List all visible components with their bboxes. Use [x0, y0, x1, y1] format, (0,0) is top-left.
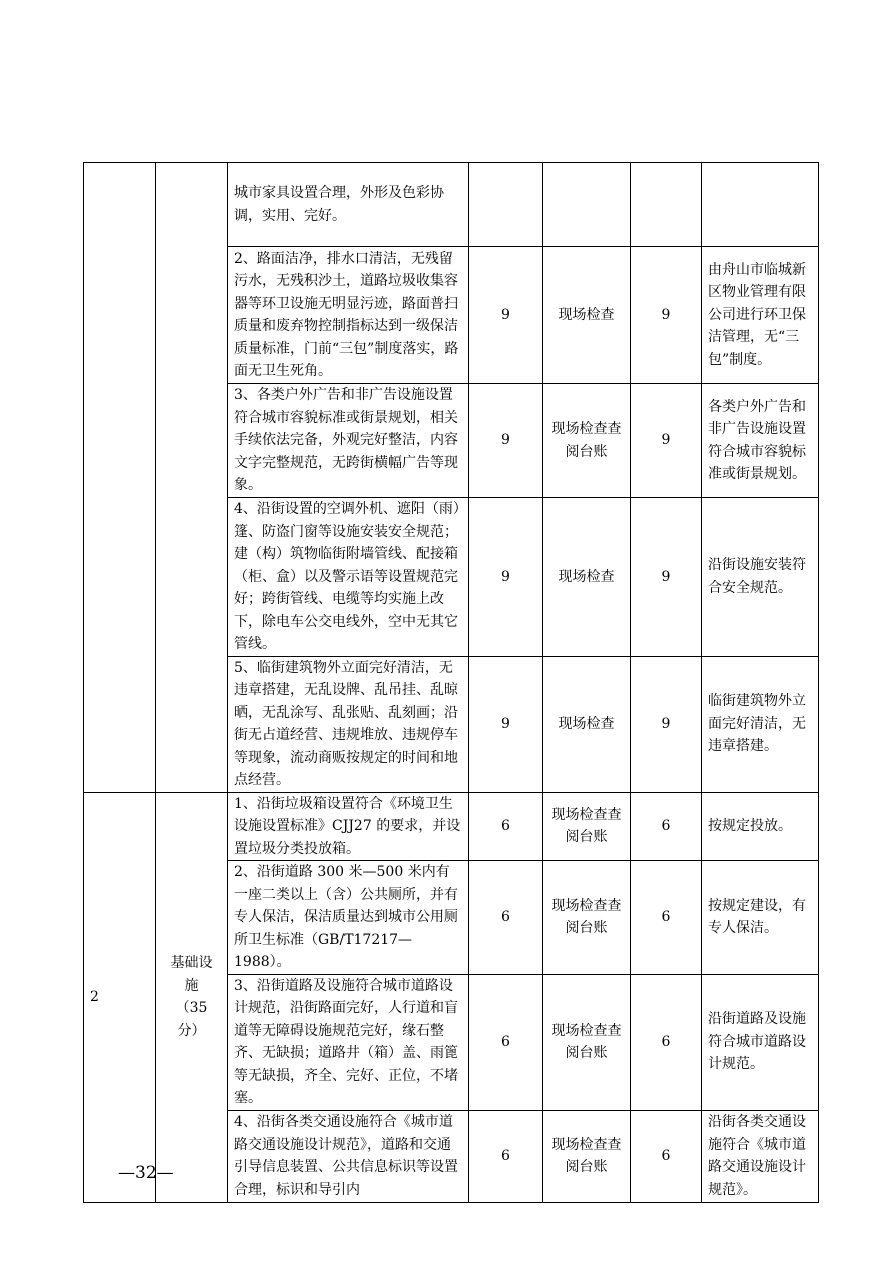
score-cell: 6 [469, 1110, 543, 1202]
category-line: 施 [184, 977, 199, 994]
got-cell [631, 163, 702, 247]
score-cell: 6 [469, 792, 543, 861]
method-cell: 现场检查查阅台账 [543, 792, 631, 861]
got-cell: 9 [631, 656, 702, 792]
score-cell: 9 [469, 656, 543, 792]
requirement-cell: 1、沿街垃圾箱设置符合《环境卫生设施设置标准》CJJ27 的要求，并设置垃圾分类投放箱。 [228, 792, 469, 861]
score-cell: 6 [469, 861, 543, 975]
got-cell: 6 [631, 974, 702, 1110]
category-line: 基础设 [170, 955, 213, 971]
note-cell: 各类户外广告和非广告设施设置符合城市容貌标准或街景规划。 [702, 384, 819, 498]
category-line: 分） [177, 1022, 206, 1039]
score-cell: 9 [469, 247, 543, 384]
method-cell: 现场检查 [543, 247, 631, 384]
note-cell: 沿街各类交通设施符合《城市道路交通设施设计规范》。 [702, 1110, 819, 1202]
note-cell: 沿街道路及设施符合城市道路设计规范。 [702, 974, 819, 1110]
note-cell: 临街建筑物外立面完好清洁，无违章搭建。 [702, 656, 819, 792]
note-cell: 按规定投放。 [702, 792, 819, 861]
got-cell: 6 [631, 792, 702, 861]
score-cell: 6 [469, 974, 543, 1110]
requirement-cell: 城市家具设置合理，外形及色彩协调，实用、完好。 [228, 163, 469, 247]
note-cell: 沿街设施安装符合安全规范。 [702, 498, 819, 657]
page-number: —32— [118, 1163, 174, 1183]
got-cell: 6 [631, 861, 702, 975]
score-cell: 9 [469, 498, 543, 657]
got-cell: 6 [631, 1110, 702, 1202]
evaluation-table [83, 162, 819, 1203]
requirement-cell: 2、路面洁净，排水口清洁，无残留污水，无残积沙土，道路垃圾收集容器等环卫设施无明显污迹，路面普扫质量和废弃物控制指标达到一级保洁质量标准，门前“三包”制度落实，路面无卫生死角。 [228, 247, 469, 384]
index-cell [84, 163, 156, 793]
category-cell [156, 163, 228, 793]
category-line: （35 [175, 1000, 208, 1016]
method-cell: 现场检查查阅台账 [543, 861, 631, 975]
requirement-cell: 4、沿街各类交通设施符合《城市道路交通设施设计规范》，道路和交通引导信息装置、公共信息标识等设置合理，标识和导引内 [228, 1110, 469, 1202]
note-cell: 由舟山市临城新区物业管理有限公司进行环卫保洁管理，无“三包”制度。 [702, 247, 819, 384]
got-cell: 9 [631, 384, 702, 498]
requirement-cell: 4、沿街设置的空调外机、遮阳（雨）篷、防盗门窗等设施安装安全规范；建（构）筑物临街附墙管线、配接箱（柜、盒）以及警示语等设置规范完好；跨街管线、电缆等均实施上改下，除电车公交电线外，空中无其它管线。 [228, 498, 469, 657]
requirement-cell: 3、沿街道路及设施符合城市道路设计规范，沿街路面完好，人行道和盲道等无障碍设施规范完好，缘石整齐、无缺损；道路井（箱）盖、雨篦等无缺损，齐全、完好、正位，不堵塞。 [228, 974, 469, 1110]
note-cell [702, 163, 819, 247]
section-index: 2 [84, 792, 156, 1202]
method-cell: 现场检查查阅台账 [543, 1110, 631, 1202]
note-cell: 按规定建设，有专人保洁。 [702, 861, 819, 975]
score-cell [469, 163, 543, 247]
score-cell: 9 [469, 384, 543, 498]
method-cell: 现场检查 [543, 656, 631, 792]
requirement-cell: 2、沿街道路 300 米—500 米内有一座二类以上（含）公共厕所，并有专人保洁，保洁质量达到城市公用厕所卫生标准（GB/T17217—1988）。 [228, 861, 469, 975]
table-row [84, 163, 819, 247]
requirement-cell: 5、临街建筑物外立面完好清洁，无违章搭建，无乱设牌、乱吊挂、乱晾晒，无乱涂写、乱张贴、乱刻画；沿街无占道经营、违规堆放、违规停车等现象，流动商贩按规定的时间和地点经营。 [228, 656, 469, 792]
section-category [156, 792, 228, 1202]
table-row [84, 792, 819, 861]
method-cell: 现场检查 [543, 498, 631, 657]
got-cell: 9 [631, 247, 702, 384]
requirement-cell: 3、各类户外广告和非广告设施设置符合城市容貌标准或街景规划，相关手续依法完备，外观完好整洁，内容文字完整规范，无跨街横幅广告等现象。 [228, 384, 469, 498]
method-cell: 现场检查查阅台账 [543, 384, 631, 498]
method-cell: 现场检查查阅台账 [543, 974, 631, 1110]
method-cell [543, 163, 631, 247]
got-cell: 9 [631, 498, 702, 657]
